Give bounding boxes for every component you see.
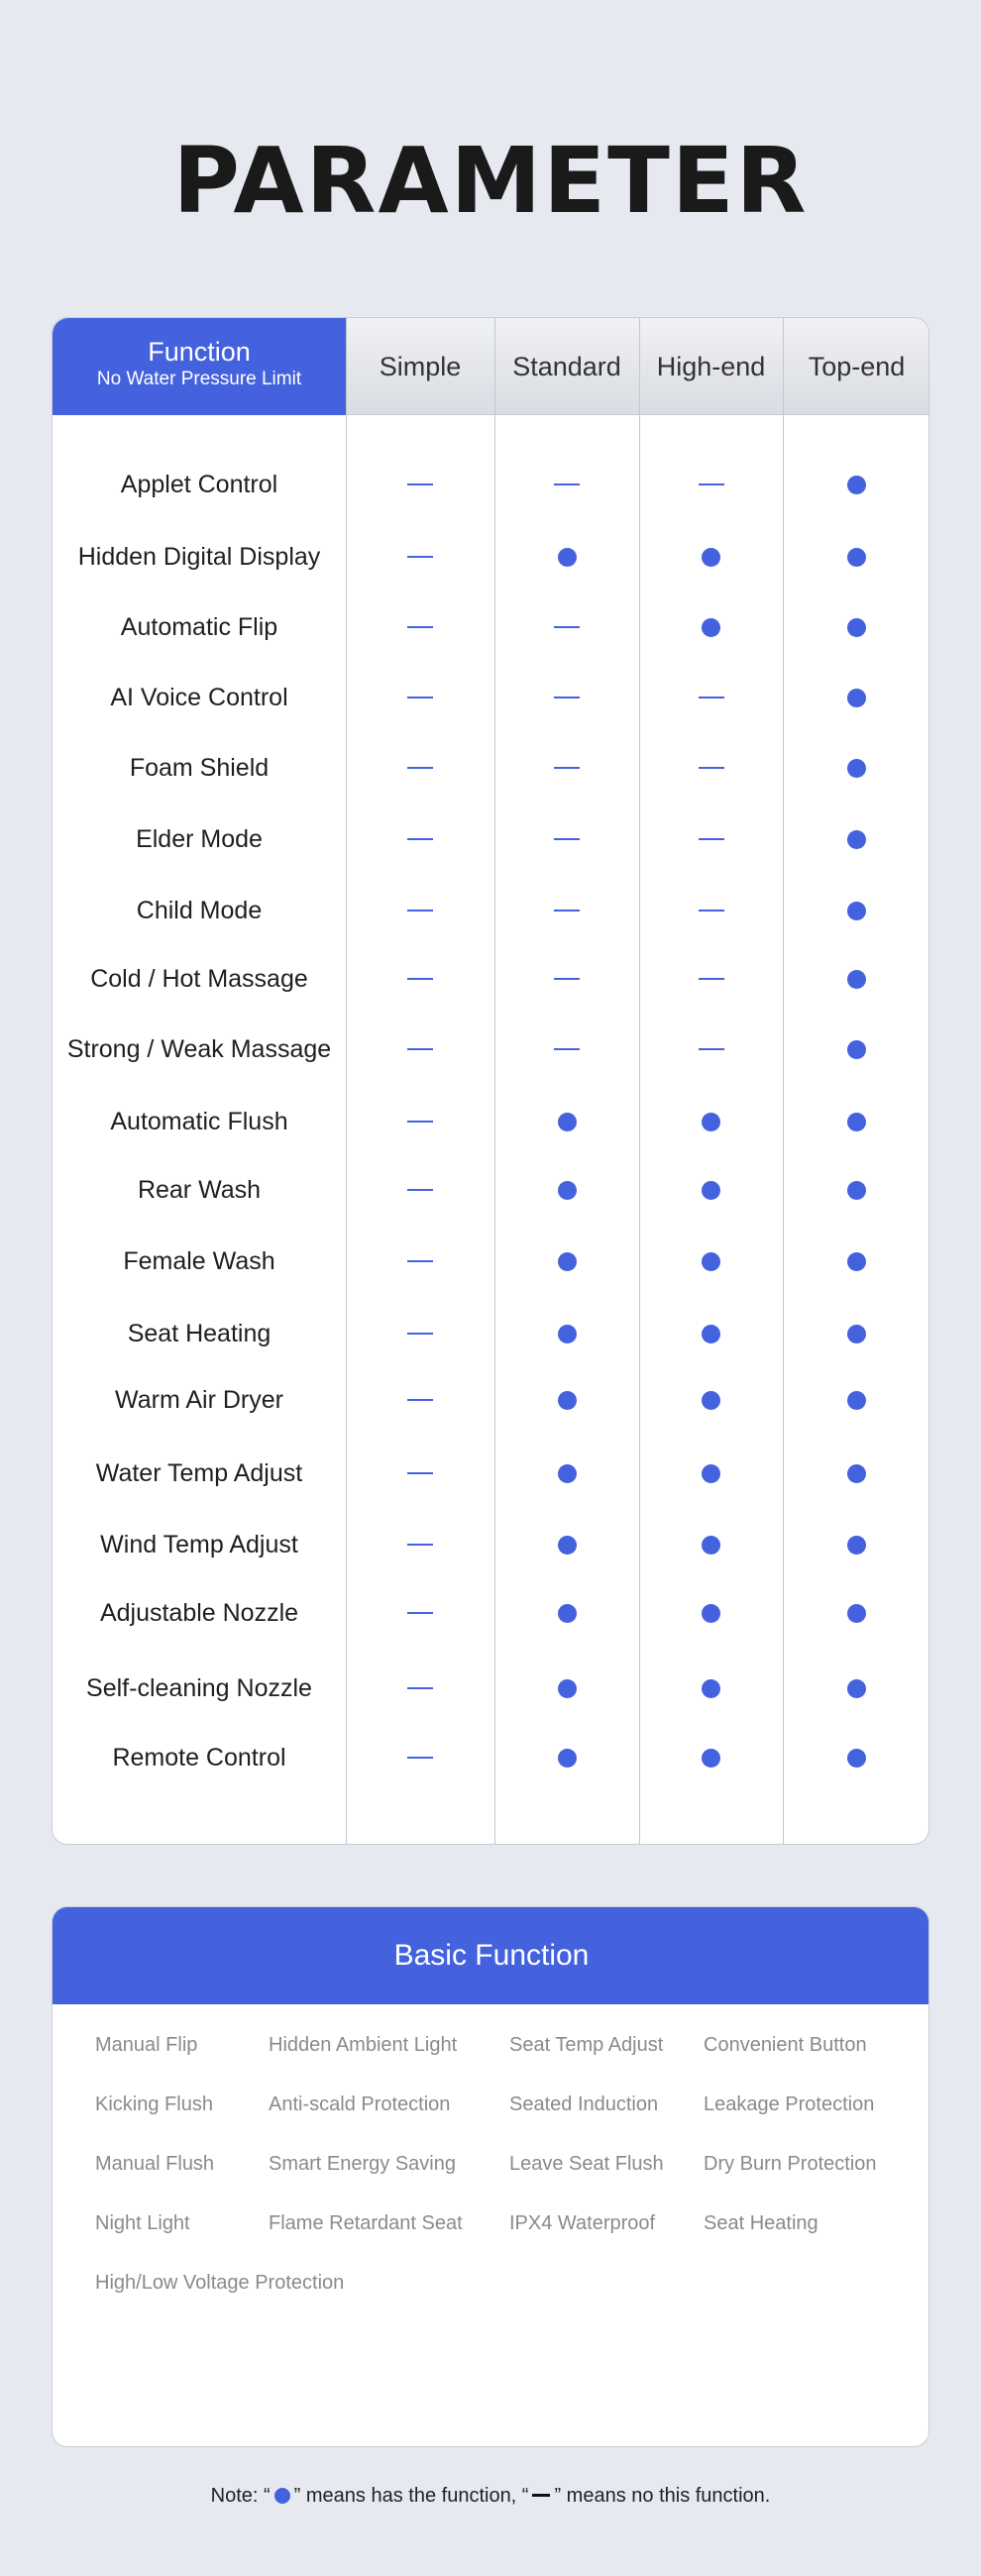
- has-function-dot-icon: [847, 970, 866, 989]
- table-cell: [783, 1154, 929, 1226]
- table-row: [53, 591, 929, 663]
- table-cell: [494, 521, 639, 592]
- table-row: [53, 1577, 929, 1649]
- table-cell: [783, 521, 929, 592]
- no-function-dash-icon: [554, 1048, 580, 1050]
- has-function-dot-icon: [558, 1391, 577, 1410]
- table-row: [53, 1298, 929, 1369]
- table-cell: [494, 662, 639, 733]
- table-cell: [494, 1364, 639, 1436]
- has-function-dot-icon: [558, 1749, 577, 1768]
- table-cell: [639, 1653, 783, 1724]
- has-function-dot-icon: [702, 548, 720, 567]
- table-cell: [494, 1438, 639, 1509]
- table-cell: [639, 449, 783, 520]
- legend-note: [0, 2485, 981, 2508]
- table-cell: [639, 1086, 783, 1157]
- basic-function-item: Smart Energy Saving: [269, 2153, 456, 2175]
- has-function-dot-icon: [847, 830, 866, 849]
- table-row: [53, 732, 929, 804]
- table-cell: [346, 662, 494, 733]
- table-cell: [783, 1577, 929, 1649]
- table-cell: [639, 1226, 783, 1297]
- table-cell: [346, 1154, 494, 1226]
- table-cell: [783, 449, 929, 520]
- no-function-dash-icon: [407, 1687, 433, 1689]
- has-function-dot-icon: [847, 548, 866, 567]
- table-cell: [346, 732, 494, 804]
- table-cell: [494, 449, 639, 520]
- no-function-dash-icon: [407, 1472, 433, 1474]
- basic-function-item: Flame Retardant Seat: [269, 2212, 463, 2234]
- function-header-label: Function: [148, 337, 251, 367]
- has-function-dot-icon: [702, 1679, 720, 1698]
- table-cell: [494, 1154, 639, 1226]
- row-label: Child Mode: [136, 897, 263, 924]
- function-subheader-label: No Water Pressure Limit: [96, 369, 302, 389]
- no-function-dash-icon: [407, 626, 433, 628]
- table-cell: [783, 1653, 929, 1724]
- basic-function-item: IPX4 Waterproof: [509, 2212, 656, 2234]
- no-function-dash-icon: [699, 697, 724, 698]
- no-function-dash-icon: [407, 838, 433, 840]
- table-cell: [346, 449, 494, 520]
- table-row: [53, 804, 929, 875]
- note-middle: ” means has the function, “: [293, 2485, 529, 2507]
- no-function-dash-icon: [407, 978, 433, 980]
- has-function-dot-icon: [702, 1749, 720, 1768]
- column-header-standard: Standard: [512, 352, 621, 381]
- table-row: [53, 1722, 929, 1793]
- row-label: Female Wash: [123, 1247, 275, 1275]
- table-cell: [783, 662, 929, 733]
- table-cell: [494, 943, 639, 1015]
- table-row: [53, 943, 929, 1015]
- table-row: [53, 1014, 929, 1085]
- has-function-dot-icon: [702, 1391, 720, 1410]
- no-function-dash-icon: [554, 767, 580, 769]
- table-cell: [783, 1298, 929, 1369]
- table-cell: [783, 1086, 929, 1157]
- row-label: Foam Shield: [129, 754, 270, 782]
- table-cell: [346, 521, 494, 592]
- has-function-dot-icon: [558, 1679, 577, 1698]
- no-function-dash-icon: [407, 1048, 433, 1050]
- table-cell: [639, 732, 783, 804]
- table-cell: [639, 1154, 783, 1226]
- no-function-dash-icon: [532, 2494, 550, 2497]
- row-label: Automatic Flip: [120, 613, 278, 641]
- has-function-dot-icon: [847, 1604, 866, 1623]
- table-cell: [346, 1577, 494, 1649]
- has-function-dot-icon: [847, 689, 866, 707]
- no-function-dash-icon: [699, 978, 724, 980]
- no-function-dash-icon: [407, 1544, 433, 1546]
- basic-function-item: Leakage Protection: [704, 2093, 875, 2115]
- table-cell: [639, 804, 783, 875]
- has-function-dot-icon: [847, 1464, 866, 1483]
- basic-function-item: Anti-scald Protection: [269, 2093, 451, 2115]
- has-function-dot-icon: [558, 1604, 577, 1623]
- table-cell: [639, 662, 783, 733]
- no-function-dash-icon: [554, 910, 580, 912]
- no-function-dash-icon: [554, 697, 580, 698]
- column-header-top-end: Top-end: [808, 352, 906, 381]
- has-function-dot-icon: [558, 1252, 577, 1271]
- note-prefix: Note: “: [210, 2485, 271, 2507]
- has-function-dot-icon: [702, 1181, 720, 1200]
- table-cell: [346, 1014, 494, 1085]
- has-function-dot-icon: [702, 1113, 720, 1131]
- table-cell: [346, 1226, 494, 1297]
- table-cell: [494, 875, 639, 946]
- row-label: Cold / Hot Massage: [90, 965, 308, 993]
- table-cell: [639, 875, 783, 946]
- basic-function-item: Seat Heating: [704, 2212, 818, 2234]
- table-cell: [494, 1014, 639, 1085]
- table-cell: [494, 1298, 639, 1369]
- has-function-dot-icon: [558, 548, 577, 567]
- table-row: [53, 1226, 929, 1297]
- row-label: Elder Mode: [136, 825, 263, 853]
- table-cell: [494, 1577, 639, 1649]
- basic-function-item: Manual Flush: [95, 2153, 215, 2175]
- basic-function-item: Leave Seat Flush: [509, 2153, 664, 2175]
- has-function-dot-icon: [847, 1252, 866, 1271]
- has-function-dot-icon: [558, 1325, 577, 1343]
- table-cell: [783, 591, 929, 663]
- row-label: Strong / Weak Massage: [66, 1035, 332, 1063]
- table-row: [53, 1509, 929, 1580]
- row-label: Applet Control: [120, 471, 278, 498]
- table-cell: [639, 521, 783, 592]
- has-function-dot-icon: [847, 1325, 866, 1343]
- has-function-dot-icon: [702, 1604, 720, 1623]
- row-label: AI Voice Control: [110, 684, 288, 711]
- table-cell: [639, 1438, 783, 1509]
- basic-function-card: [52, 1906, 929, 2447]
- table-row: [53, 449, 929, 520]
- has-function-dot-icon: [274, 2488, 290, 2504]
- row-label: Automatic Flush: [110, 1108, 288, 1135]
- table-cell: [639, 1364, 783, 1436]
- row-label: Remote Control: [112, 1744, 286, 1771]
- table-cell: [494, 1653, 639, 1724]
- no-function-dash-icon: [407, 910, 433, 912]
- table-header: [53, 318, 929, 415]
- has-function-dot-icon: [558, 1536, 577, 1555]
- table-cell: [783, 943, 929, 1015]
- no-function-dash-icon: [407, 1333, 433, 1335]
- row-label: Wind Temp Adjust: [100, 1531, 298, 1558]
- table-cell: [639, 1722, 783, 1793]
- no-function-dash-icon: [407, 1189, 433, 1191]
- basic-function-item: Hidden Ambient Light: [269, 2034, 458, 2056]
- table-cell: [639, 943, 783, 1015]
- parameter-table: [52, 317, 929, 1845]
- table-cell: [346, 1722, 494, 1793]
- no-function-dash-icon: [407, 1121, 433, 1123]
- no-function-dash-icon: [699, 910, 724, 912]
- no-function-dash-icon: [407, 483, 433, 485]
- table-cell: [639, 1298, 783, 1369]
- has-function-dot-icon: [847, 1040, 866, 1059]
- table-cell: [783, 1014, 929, 1085]
- has-function-dot-icon: [702, 1464, 720, 1483]
- table-cell: [346, 1298, 494, 1369]
- has-function-dot-icon: [847, 1181, 866, 1200]
- no-function-dash-icon: [554, 483, 580, 485]
- table-cell: [783, 1226, 929, 1297]
- basic-function-item: Dry Burn Protection: [704, 2153, 877, 2175]
- table-cell: [346, 804, 494, 875]
- basic-function-item: Night Light: [95, 2212, 190, 2234]
- column-header-high-end: High-end: [656, 352, 766, 381]
- has-function-dot-icon: [702, 1536, 720, 1555]
- has-function-dot-icon: [847, 1679, 866, 1698]
- column-header-simple: Simple: [379, 352, 462, 381]
- basic-function-item: Manual Flip: [95, 2034, 198, 2056]
- table-cell: [783, 804, 929, 875]
- table-cell: [494, 1226, 639, 1297]
- has-function-dot-icon: [558, 1464, 577, 1483]
- table-cell: [783, 1438, 929, 1509]
- no-function-dash-icon: [407, 697, 433, 698]
- row-label: Rear Wash: [137, 1176, 262, 1204]
- table-cell: [346, 1509, 494, 1580]
- table-cell: [346, 1086, 494, 1157]
- table-cell: [783, 1364, 929, 1436]
- table-cell: [783, 875, 929, 946]
- basic-function-item: Seat Temp Adjust: [509, 2034, 664, 2056]
- has-function-dot-icon: [847, 1536, 866, 1555]
- no-function-dash-icon: [407, 767, 433, 769]
- table-cell: [783, 1722, 929, 1793]
- no-function-dash-icon: [554, 838, 580, 840]
- has-function-dot-icon: [558, 1113, 577, 1131]
- has-function-dot-icon: [847, 1391, 866, 1410]
- table-cell: [346, 1364, 494, 1436]
- table-row: [53, 1653, 929, 1724]
- table-cell: [639, 591, 783, 663]
- table-cell: [639, 1509, 783, 1580]
- table-cell: [783, 732, 929, 804]
- table-cell: [494, 1086, 639, 1157]
- table-cell: [639, 1577, 783, 1649]
- table-cell: [494, 591, 639, 663]
- table-cell: [494, 1722, 639, 1793]
- table-row: [53, 1154, 929, 1226]
- table-cell: [494, 804, 639, 875]
- row-label: Hidden Digital Display: [77, 543, 321, 571]
- no-function-dash-icon: [407, 1757, 433, 1759]
- has-function-dot-icon: [847, 476, 866, 494]
- table-row: [53, 662, 929, 733]
- row-label: Self-cleaning Nozzle: [86, 1674, 312, 1702]
- no-function-dash-icon: [407, 556, 433, 558]
- table-row: [53, 1438, 929, 1509]
- basic-function-title: Basic Function: [53, 1907, 929, 2004]
- basic-function-item: Seated Induction: [509, 2093, 659, 2115]
- table-row: [53, 1364, 929, 1436]
- has-function-dot-icon: [847, 1749, 866, 1768]
- table-cell: [346, 591, 494, 663]
- no-function-dash-icon: [699, 1048, 724, 1050]
- has-function-dot-icon: [558, 1181, 577, 1200]
- has-function-dot-icon: [702, 618, 720, 637]
- table-cell: [346, 943, 494, 1015]
- table-row: [53, 521, 929, 592]
- table-cell: [346, 875, 494, 946]
- row-label: Seat Heating: [127, 1320, 272, 1347]
- no-function-dash-icon: [407, 1399, 433, 1401]
- basic-function-item: Kicking Flush: [95, 2093, 213, 2115]
- note-suffix: ” means no this function.: [554, 2485, 771, 2507]
- no-function-dash-icon: [554, 626, 580, 628]
- basic-function-item: High/Low Voltage Protection: [95, 2272, 345, 2294]
- has-function-dot-icon: [847, 759, 866, 778]
- table-cell: [346, 1438, 494, 1509]
- row-label: Warm Air Dryer: [115, 1386, 283, 1414]
- has-function-dot-icon: [847, 618, 866, 637]
- has-function-dot-icon: [847, 902, 866, 920]
- no-function-dash-icon: [699, 483, 724, 485]
- table-row: [53, 875, 929, 946]
- no-function-dash-icon: [407, 1260, 433, 1262]
- page-title: PARAMETER: [172, 128, 809, 234]
- has-function-dot-icon: [702, 1252, 720, 1271]
- table-row: [53, 1086, 929, 1157]
- table-cell: [783, 1509, 929, 1580]
- function-header-cell: [53, 318, 346, 415]
- table-cell: [494, 1509, 639, 1580]
- table-cell: [346, 1653, 494, 1724]
- table-cell: [494, 732, 639, 804]
- table-cell: [639, 1014, 783, 1085]
- no-function-dash-icon: [407, 1612, 433, 1614]
- no-function-dash-icon: [554, 978, 580, 980]
- no-function-dash-icon: [699, 767, 724, 769]
- no-function-dash-icon: [699, 838, 724, 840]
- has-function-dot-icon: [702, 1325, 720, 1343]
- basic-function-item: Convenient Button: [704, 2034, 867, 2056]
- row-label: Water Temp Adjust: [95, 1459, 303, 1487]
- has-function-dot-icon: [847, 1113, 866, 1131]
- row-label: Adjustable Nozzle: [99, 1599, 299, 1627]
